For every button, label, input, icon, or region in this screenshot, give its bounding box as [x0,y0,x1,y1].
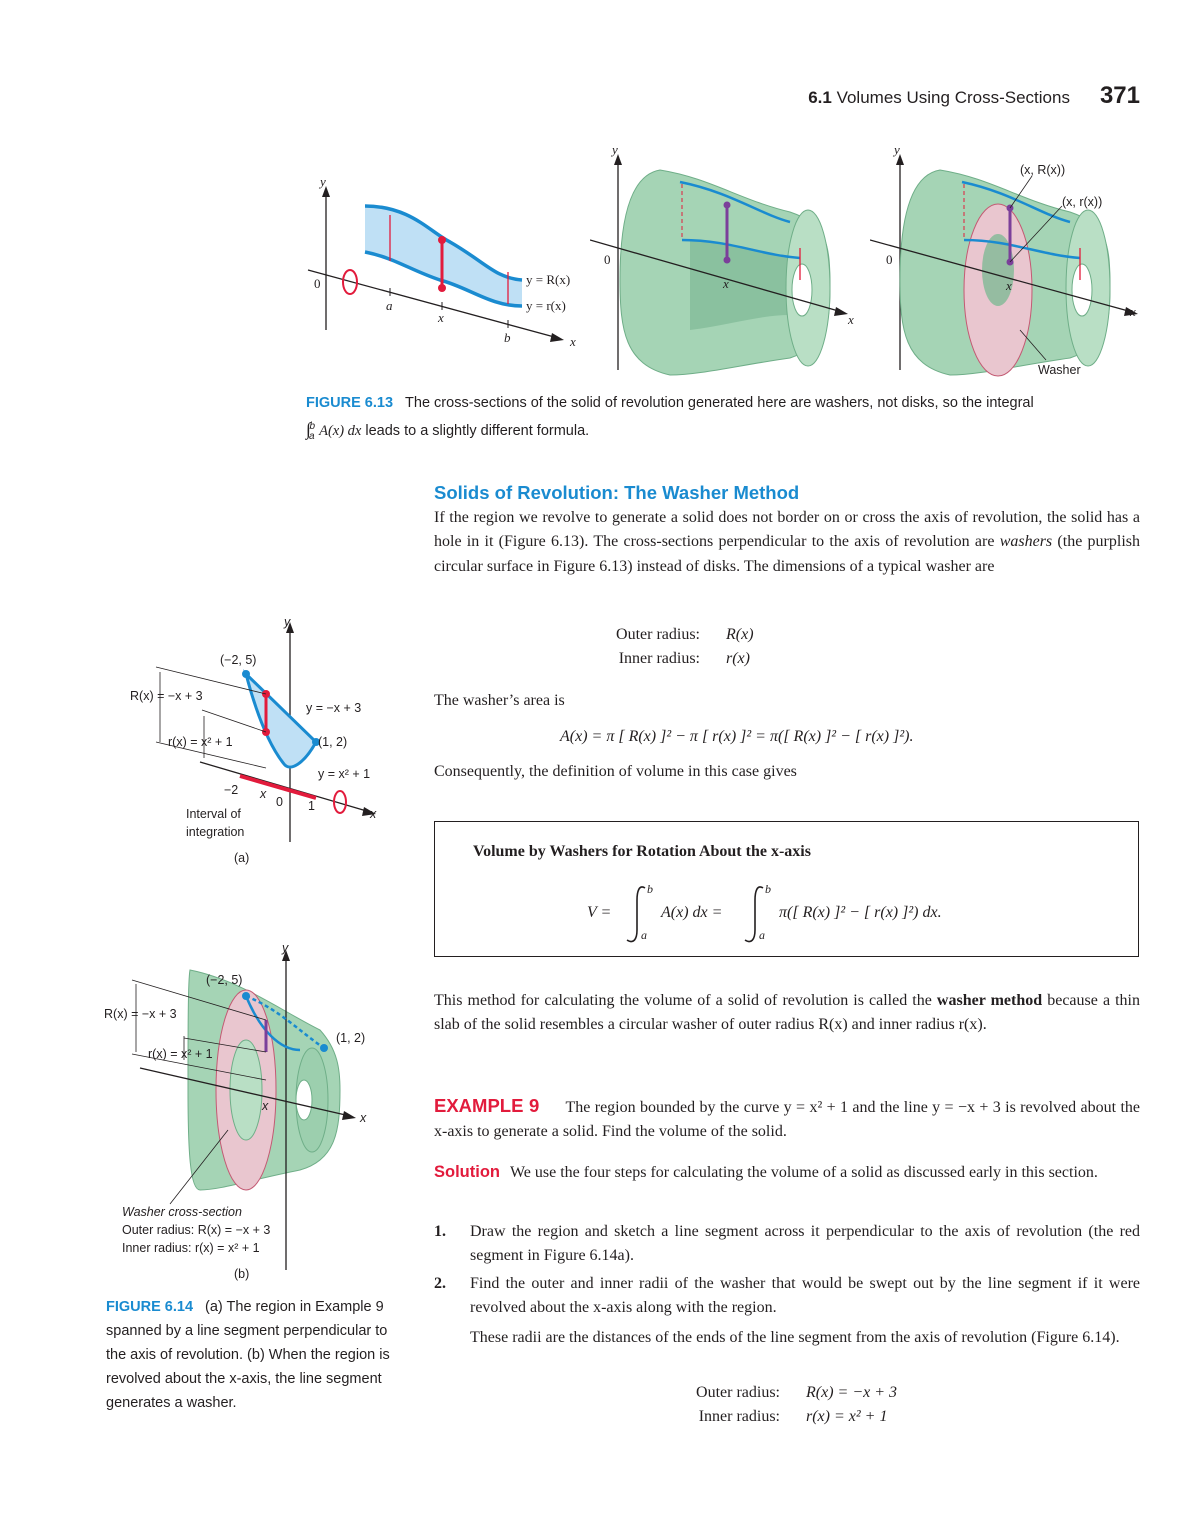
x-axis-label: x [360,1111,367,1125]
section-title: 6.1 Volumes Using Cross-Sections [808,88,1070,107]
washer-label: Washer [1038,363,1081,377]
origin-label: 0 [604,252,611,267]
washer-method-paragraph [434,989,1140,1038]
example-9 [434,1094,1140,1145]
x-tick-label: x [260,787,267,801]
point-R [438,236,446,244]
caption-text: The cross-sections of the solid of revolution generated here are washers, not disks, so the integral [405,395,1034,411]
page-number: 371 [1099,82,1140,109]
figure-6-13-solid [590,140,870,380]
y-axis-label: y [320,174,326,189]
step-text: Find the outer and inner radii of the washer that would be swept out by the line segment if it were revolved about the x-axis along with the region. [470,1275,1140,1316]
method-text-b: because a thin slab of the solid resembles a circular washer of outer radius R(x) and inner radius r(x). [434,992,1141,1034]
figure-6-14a [100,612,410,872]
point-2-label: (1, 2) [318,735,348,749]
radii-example [650,1384,897,1426]
R-label: R(x) = −x + 3 [104,1007,177,1021]
lower-limit-2: a [759,928,765,942]
curve-R-label: y = R(x) [526,272,571,287]
r-label: r(x) = x² + 1 [168,735,233,749]
interval-label-1: Interval of [186,807,241,821]
one-label: 1 [308,799,315,813]
caption-text: (a) The region in Example 9 spanned by a line segment perpendicular to the axis of revolution. (b) When the region is revolved about the x-axis, the line segment generates a washer. [106,1299,390,1411]
solution [434,1160,1140,1185]
figure-label: FIGURE 6.14 [106,1299,194,1315]
zero-label: 0 [276,795,283,809]
figure-label: FIGURE 6.13 [306,395,394,411]
intro-emphasis: washers [999,533,1053,551]
area-equation: A(x) = π [ R(x) ]² − π [ r(x) ]² = π([ R(x) ]² − [ r(x) ]²). [560,728,914,745]
outer-radius-label: Outer radius: R(x) = −x + 3 [122,1223,271,1237]
lower-limit-1: a [641,928,647,942]
point-1-label: (−2, 5) [206,973,243,987]
tick-b-label: b [504,330,511,345]
figure-6-13-region [300,170,590,350]
volume-formula-box [434,821,1139,957]
tick-x-label: x [723,276,729,291]
r-label: r(x) = x² + 1 [148,1047,213,1061]
solution-label: Solution [434,1163,500,1181]
step-text: Draw the region and sketch a line segment across it perpendicular to the axis of revolution (the red segment in Figure 6.14a). [470,1223,1140,1264]
integral-lower: a [308,430,315,442]
origin-label: 0 [314,276,321,291]
consequently-text: Consequently, the definition of volume in this case gives [434,763,797,780]
integrand-1: A(x) dx = [661,904,723,921]
x-axis-label: x [1130,304,1136,319]
inner-radius-value: r(x) = x² + 1 [806,1408,888,1425]
radii-definitions [590,626,754,668]
interval-label-2: integration [186,825,245,839]
y-axis-label: y [612,142,618,157]
method-text-a: This method for calculating the volume of a solid of revolution is called the [434,992,937,1009]
inner-radius-label: Inner radius: r(x) = x² + 1 [122,1241,260,1255]
solution-text: We use the four steps for calculating the volume of a solid as discussed early in this section. [509,1164,1098,1181]
intro-paragraph [434,506,1140,579]
point-1-label: (−2, 5) [220,653,257,667]
step-number: 2. [434,1275,446,1292]
y-axis-label: y [284,615,291,629]
step-number: 1. [434,1223,446,1240]
outer-radius-value: R(x) = −x + 3 [806,1384,898,1401]
figure-6-14-caption [106,1295,391,1415]
example-label: EXAMPLE 9 [434,1095,540,1116]
R-label: R(x) = −x + 3 [130,689,203,703]
line-label: y = −x + 3 [306,701,362,715]
y-axis-label: y [282,941,289,955]
integral-upper: b [309,421,316,432]
intro-text-a: If the region we revolve to generate a solid does not border on or cross the axis of revolution, the solid has a hole in it (Figure 6.13). The cross-sections perpendicular to the axis of revolution are [434,509,1140,551]
point-r [438,284,446,292]
minus-two-label: −2 [224,783,239,797]
point-2-label: (1, 2) [336,1031,366,1045]
intro-text-b: (the purplish circular surface in Figure 6.13) instead of disks. The dimensions of a typical washer are [434,533,1141,575]
caption-tail: leads to a slightly different formula. [365,422,590,439]
point-r-label: (x, r(x)) [1062,195,1103,209]
tick-x-label: x [438,310,444,325]
x-axis-label: x [370,807,377,821]
washer-cross-section-label: Washer cross-section [122,1205,242,1219]
x-axis-label: x [570,334,576,349]
x-tick-label: x [262,1099,269,1113]
running-header [808,82,1140,110]
step-note-text: These radii are the distances of the ends of the line segment from the axis of revolution (Figure 6.14). [470,1329,1120,1346]
method-bold: washer method [936,992,1043,1009]
outer-radius-value: R(x) [726,626,754,643]
outer-radius-label: Outer radius: [616,626,700,643]
area-intro: The washer’s area is [434,692,565,709]
example-text: The region bounded by the curve y = x² + 1 and the line y = −x + 3 is revolved about the x-axis to generate a solid. Find the volume of the solid. [434,1099,1141,1141]
step-2 [434,1272,1140,1320]
subfigure-b-label: (b) [234,1267,250,1281]
integral-sign: ∫ [306,418,311,439]
upper-limit-2: b [765,882,771,896]
subfigure-a-label: (a) [234,851,250,865]
tick-x-label: x [1006,278,1012,293]
inner-radius-label: Inner radius: [698,1408,780,1425]
y-axis-label: y [894,142,900,157]
figure-6-13-caption [306,391,1140,449]
curve-label: y = x² + 1 [318,767,371,781]
x-axis-label: x [848,312,854,327]
box-title: Volume by Washers for Rotation About the x-axis [473,843,811,860]
figure-6-14b [100,940,410,1285]
tick-a-label: a [386,298,393,313]
upper-limit-1: b [647,882,653,896]
step-1 [434,1220,1140,1268]
curve-r-label: y = r(x) [526,298,566,313]
v-equals: V = [587,904,612,921]
step-2-note [434,1326,1140,1350]
point-R-label: (x, R(x)) [1020,163,1066,177]
inner-radius-label: Inner radius: [618,650,700,667]
outer-radius-label: Outer radius: [696,1384,780,1401]
inner-radius-value: r(x) [726,650,750,667]
section-heading: Solids of Revolution: The Washer Method [434,482,800,503]
figure-6-13-washer [870,140,1160,385]
origin-label: 0 [886,252,893,267]
integrand: A(x) dx [319,422,362,439]
integrand-2: π([ R(x) ]² − [ r(x) ]²) dx. [779,904,942,921]
